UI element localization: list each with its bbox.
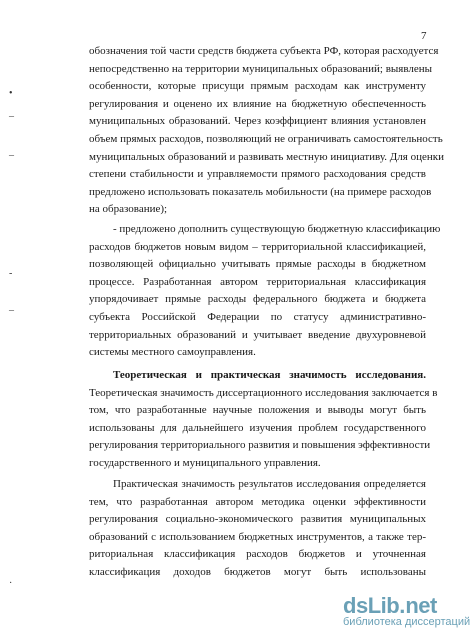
- scan-margin-mark: ·: [9, 578, 13, 589]
- text-line: особенности, которые присущи прямым расходам как инструменту: [89, 80, 426, 93]
- scan-margin-mark: –: [9, 111, 14, 122]
- text-line: на образование);: [89, 203, 168, 216]
- page-number: 7: [421, 30, 427, 42]
- logo-tagline: библиотека диссертаций: [343, 616, 470, 628]
- logo-brand-ds: ds: [343, 593, 368, 618]
- paragraph-1: [89, 43, 444, 219]
- text-line: - предложено дополнить существующую бюджетную классификацию: [113, 223, 441, 235]
- text-line: классификация доходов бюджетов могут быть использованы: [89, 565, 426, 578]
- text-line: позволяющей официально учитывать прямые расходы в бюджетном: [89, 258, 426, 271]
- dslib-watermark-logo: [343, 593, 470, 633]
- scan-margin-mark: -: [9, 268, 13, 279]
- paragraph-2: [89, 221, 441, 362]
- text-line: использованы для дальнейшего изучения проблем государственного: [89, 421, 426, 434]
- text-line: тем, что разработанная автором методика оценки эффективности: [89, 495, 426, 508]
- text-line: субъекта Российской Федерации по статусу административно-: [89, 310, 426, 323]
- paragraph-3: [89, 367, 438, 473]
- text-line: образований с использованием бюджетных инструментов, а также тер-: [89, 530, 426, 543]
- text-line: процессе. Разработанная автором территориальная классификация: [89, 275, 426, 288]
- scan-margin-mark: •: [9, 88, 13, 99]
- section-heading: Теоретическая и практическая значимость исследования.: [113, 369, 426, 381]
- text-line: объем прямых расходов, позволяющий не ограничивать самостоятельность: [89, 132, 443, 145]
- text-line: муниципальных образований. Через коэффициент влияния установлен: [89, 115, 426, 128]
- text-line: Практическая значимость результатов исследования определяется: [113, 478, 426, 490]
- paragraph-4: [89, 476, 426, 582]
- logo-brand-net: net: [405, 593, 437, 618]
- logo-brand-lib: Lib: [367, 593, 400, 618]
- text-line: непосредственно на территории муниципальных образований; выявлены: [89, 62, 433, 75]
- text-line: государственного и муниципального управления.: [89, 456, 321, 469]
- logo-brand-dot: .: [399, 593, 406, 618]
- text-line: территориальных образований и учитывает введение двухуровневой: [89, 328, 426, 341]
- text-line: регулирования и оценено их влияние на бюджетную обеспеченность: [89, 97, 426, 110]
- text-line: том, что разработанные научные положения и выводы могут быть: [89, 404, 426, 417]
- scan-margin-mark: –: [9, 305, 14, 316]
- text-line: риториальная классификация расходов бюджетов и уточненная: [89, 548, 426, 561]
- scan-margin-mark: ‒: [9, 150, 14, 161]
- text-line: Теоретическая значимость диссертационного исследования заключается в: [89, 386, 438, 399]
- text-line: регулирования социально-экономического развития муниципальных: [89, 513, 426, 526]
- text-line: предложено использовать показатель мобильности (на примере расходов: [89, 185, 432, 198]
- text-line: степени стабильности и управляемости прямого расходования средств: [89, 168, 426, 181]
- text-line: расходов бюджетов новым видом – территориальной классификацией,: [89, 240, 426, 253]
- text-line: муниципальных образований и развивать местную инициативу. Для оценки: [89, 150, 444, 163]
- text-line: обозначения той части средств бюджета субъекта РФ, которая расходуется: [89, 45, 439, 57]
- text-line: регулирования территориального развития и повышения эффективности: [89, 439, 431, 452]
- text-line: системы местного самоуправления.: [89, 346, 256, 359]
- text-line: упорядочивает прямые расходы федерального бюджета и бюджета: [89, 293, 426, 306]
